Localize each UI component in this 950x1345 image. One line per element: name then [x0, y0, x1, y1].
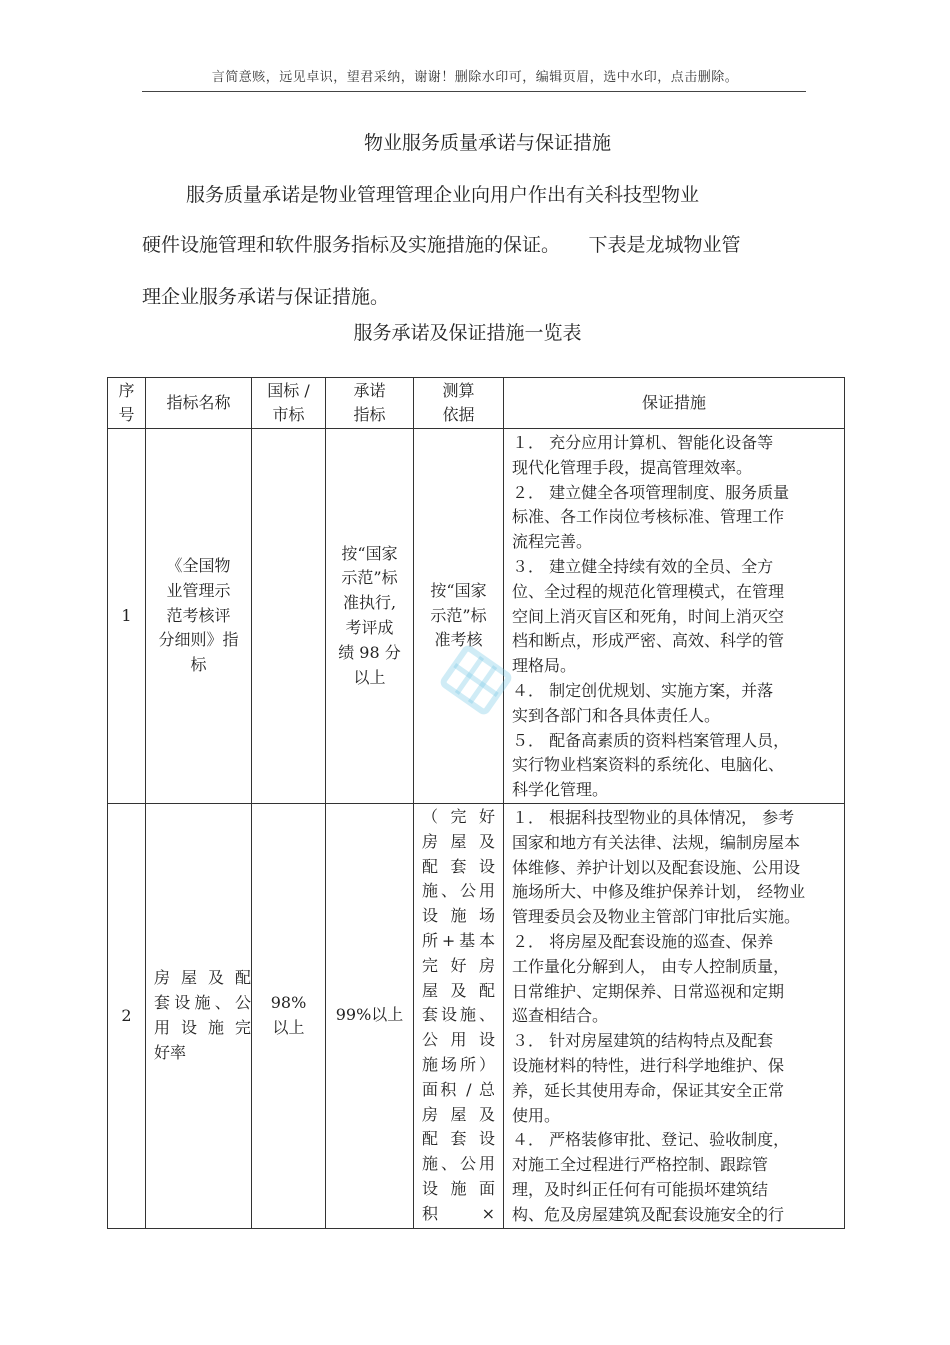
measure-line: 日常维护、定期保养、日常巡视和定期: [512, 981, 785, 1001]
measure-line: 国家和地方有关法律、法规，编制房屋本: [512, 832, 801, 852]
row-promise-line: 考评成: [345, 617, 394, 637]
row-basis-line: 公 用 设: [422, 1030, 495, 1050]
row-name: [146, 803, 252, 1228]
row-basis-line: 房 屋 及: [422, 831, 495, 851]
row-measures: [504, 803, 845, 1228]
measure-line: ３． 针对房屋建筑的结构特点及配套: [512, 1031, 774, 1051]
row-name-line: 用设施完: [154, 1017, 251, 1037]
measure-line: １． 根据科技型物业的具体情况， 参考: [512, 807, 795, 827]
row-basis-line: 按“国家: [430, 580, 487, 600]
measure-line: ５． 配备高素质的资料档案管理人员，: [512, 730, 790, 750]
row-basis-line: 施场所）: [422, 1054, 495, 1074]
header-standard: [252, 378, 326, 429]
row-promise-line: 绩 98 分: [338, 642, 401, 662]
header-promise-line: 指标: [353, 405, 386, 424]
header-divider: [142, 91, 806, 92]
header-basis-line: 依据: [442, 405, 475, 424]
header-measures: 保证措施: [504, 378, 845, 429]
document-title: 物业服务质量承诺与保证措施: [363, 132, 611, 154]
row-basis-line: 房 屋 及: [422, 1104, 495, 1124]
row-name-line: 套设施、公: [154, 992, 251, 1012]
measure-line: 巡查相结合。: [512, 1006, 609, 1026]
row-promise-line: 示范”标: [341, 568, 398, 588]
row-standard: [252, 803, 326, 1228]
table-header-row: [108, 378, 845, 429]
measure-line: 理格局。: [512, 656, 577, 676]
row-name-line: 房屋及配: [154, 968, 251, 988]
intro-paragraph-line-1: 服务质量承诺是物业管理管理企业向用户作出有关科技型物业: [186, 184, 700, 206]
measure-line: 管理委员会及物业主管部门审批后实施。: [512, 907, 801, 927]
header-promise-line: 承诺: [353, 381, 386, 400]
measure-line: 空间上消灭盲区和死角，时间上消灭空: [512, 606, 785, 626]
measure-line: ３． 建立健全持续有效的全员、全方: [512, 556, 774, 576]
header-promise: [326, 378, 414, 429]
intro-paragraph-line-2: 硬件设施管理和软件服务指标及实施措施的保证。 下表是龙城物业管: [142, 234, 741, 256]
row-promise-line: 准执行,: [342, 593, 397, 613]
measure-line: 档和断点，形成严密、高效、科学的管: [512, 631, 785, 651]
row-basis-line: 完 好 房: [422, 955, 495, 975]
measure-line: 实行物业档案资料的系统化、电脑化、: [512, 755, 785, 775]
row-basis-line: 准考核: [434, 630, 483, 650]
measure-line: 工作量化分解到人， 由专人控制质量，: [512, 956, 790, 976]
row-name-line: 业管理示: [166, 580, 231, 600]
measure-line: 流程完善。: [512, 532, 593, 552]
measure-line: ４． 严格装修审批、登记、验收制度，: [512, 1130, 790, 1150]
table-row: [108, 429, 845, 804]
row-promise: [326, 803, 414, 1228]
row-standard-line: 以上: [272, 1017, 305, 1037]
row-name-line: 标: [190, 655, 207, 675]
measure-line: ４． 制定创优规划、实施方案，并落: [512, 680, 774, 700]
row-promise-line: 按“国家: [341, 543, 398, 563]
row-basis-line: 设 施 面: [422, 1178, 495, 1198]
row-promise-line: 以上: [353, 667, 386, 687]
measure-line: 构、危及房屋建筑及配套设施安全的行: [512, 1204, 785, 1224]
header-seq-line: 号: [118, 405, 135, 424]
measure-line: 位、全过程的规范化管理模式，在管理: [512, 581, 785, 601]
measure-line: １． 充分应用计算机、智能化设备等: [512, 433, 774, 452]
row-basis-line: 屋 及 配: [422, 980, 495, 1000]
row-promise-line: 99%以上: [335, 1005, 404, 1025]
row-basis-line: 面积 / 总: [422, 1079, 495, 1099]
measure-line: ２． 建立健全各项管理制度、服务质量: [512, 482, 790, 502]
row-standard: [252, 429, 326, 804]
measure-line: 施场所大、中修及维护保养计划， 经物业: [512, 882, 806, 902]
row-name-line: 范考核评: [166, 605, 231, 625]
row-basis-line: 套设施、: [422, 1005, 495, 1025]
row-basis: [414, 429, 504, 804]
table-row: [108, 803, 845, 1228]
header-standard-line: 市标: [272, 405, 305, 424]
measure-line: 标准、各工作岗位考核标准、管理工作: [512, 507, 785, 527]
row-basis: [414, 803, 504, 1228]
row-measures: [504, 429, 845, 804]
row-basis-line: 施、公用: [422, 881, 495, 901]
intro-paragraph-line-3: 理企业服务承诺与保证措施。: [142, 286, 390, 308]
row-basis-line: （ 完 好: [422, 806, 495, 826]
row-basis-line: 配 套 设: [422, 1129, 495, 1149]
row-basis-line: 施、公用: [422, 1154, 495, 1174]
row-seq: 2: [108, 803, 146, 1228]
row-basis-line: 设 施 场: [422, 906, 495, 926]
header-standard-line: 国标 /: [267, 381, 310, 400]
measure-line: 理，及时纠正任何有可能损坏建筑结: [512, 1179, 769, 1199]
header-seq: [108, 378, 146, 429]
measure-line: 设施材料的特性，进行科学地维护、保: [512, 1055, 785, 1075]
row-name-line: 《全国物: [166, 555, 231, 575]
row-basis-line: 积 ×: [422, 1203, 495, 1223]
row-name-line: 好率: [154, 1042, 187, 1062]
header-note: 言简意赅，远见卓识，望君采纳，谢谢！删除水印可，编辑页眉，选中水印，点击删除。: [211, 70, 739, 85]
row-standard-line: 98%: [270, 992, 307, 1012]
header-basis: [414, 378, 504, 429]
row-promise: [326, 429, 414, 804]
row-name: [146, 429, 252, 804]
header-seq-line: 序: [118, 381, 135, 400]
row-name-line: 分细则》指: [158, 630, 239, 650]
header-name: 指标名称: [146, 378, 252, 429]
row-basis-line: 示范”标: [430, 605, 487, 625]
row-seq: 1: [108, 429, 146, 804]
table-title: 服务承诺及保证措施一览表: [353, 322, 582, 344]
measure-line: 现代化管理手段，提高管理效率。: [512, 457, 753, 477]
measure-line: 对施工全过程进行严格控制、跟踪管: [512, 1155, 769, 1175]
measure-line: 实到各部门和各具体责任人。: [512, 705, 721, 725]
measure-line: 体维修、养护计划以及配套设施、公用设: [512, 857, 801, 877]
measure-line: ２． 将房屋及配套设施的巡查、保养: [512, 931, 774, 951]
row-basis-line: 所+基本: [422, 930, 495, 950]
header-basis-line: 测算: [442, 381, 475, 400]
row-basis-line: 配 套 设: [422, 856, 495, 876]
measure-line: 科学化管理。: [512, 780, 609, 800]
measure-line: 使用。: [512, 1105, 561, 1125]
commitment-table: [107, 377, 845, 1229]
measure-line: 养，延长其使用寿命，保证其安全正常: [512, 1080, 785, 1100]
